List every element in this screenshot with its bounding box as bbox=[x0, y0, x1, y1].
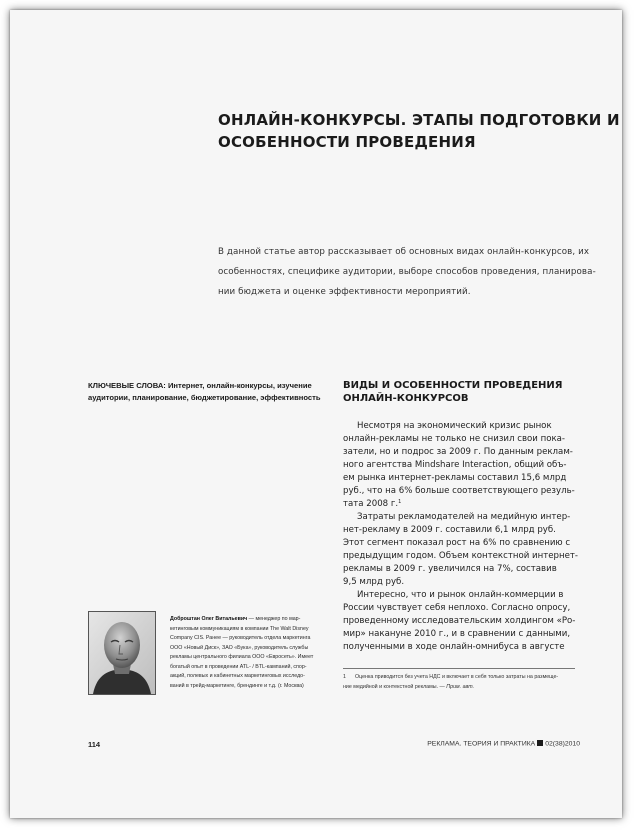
body-line: затели, но и подрос за 2009 г. По данным реклам- bbox=[343, 447, 573, 457]
body-line: Затраты рекламодателей на медийную интер- bbox=[357, 512, 571, 522]
article-body bbox=[343, 420, 583, 654]
author-bio-line: рекламы центрального филиала ООО «Евросеть». Имеет bbox=[170, 654, 314, 660]
body-line: полученными в ходе онлайн-омнибуса в августе bbox=[343, 642, 565, 652]
body-line: 9,5 млрд руб. bbox=[343, 577, 405, 587]
body-line: нет-рекламу в 2009 г. составили 6,1 млрд руб. bbox=[343, 525, 556, 535]
page-number: 114 bbox=[88, 740, 101, 749]
body-line: мир» накануне 2010 г., и в сравнении с данными, bbox=[343, 629, 571, 639]
body-line: предыдущим годом. Объем контекстной интернет- bbox=[343, 551, 579, 561]
body-line: онлайн-рекламы не только не снизил свои пока- bbox=[343, 434, 566, 444]
footnote-line bbox=[343, 682, 579, 692]
footnote-note: Прим. авт. bbox=[446, 684, 475, 690]
author-photo bbox=[88, 611, 156, 695]
section-heading-line: ОНЛАЙН-КОНКУРСОВ bbox=[343, 393, 469, 404]
keywords-block bbox=[88, 380, 333, 404]
author-bio-line: кетинговым коммуникациям в компании The Walt Disney bbox=[170, 625, 309, 632]
keywords-line: аудитории, планирование, бюджетирование, эффективность bbox=[88, 393, 321, 402]
footnote-line bbox=[343, 672, 579, 682]
author-bio bbox=[170, 615, 330, 691]
author-bio-line: Company CIS. Ранее — руководитель отдела маркетинга bbox=[170, 635, 311, 641]
footnote-text: ние медийной и контекстной рекламы. — bbox=[343, 684, 447, 690]
footnote-reference[interactable]: 1 bbox=[398, 499, 402, 505]
body-line: Несмотря на экономический кризис рынок bbox=[357, 421, 552, 431]
body-line: Интересно, что и рынок онлайн-коммерции в bbox=[357, 590, 564, 600]
footnote bbox=[343, 672, 579, 692]
body-line: ного агентства Mindshare Interaction, общий объ- bbox=[343, 460, 567, 470]
footnote-mark: 1 bbox=[343, 674, 346, 680]
body-line: рекламы в 2009 г. увеличился на 7%, составив bbox=[343, 564, 557, 574]
author-name: Доброштан Олег Витальевич bbox=[170, 616, 248, 622]
journal-name: РЕКЛАМА. ТЕОРИЯ И ПРАКТИКА bbox=[427, 740, 536, 748]
body-line: ем рынка интернет-рекламы составил 15,6 млрд bbox=[343, 473, 567, 483]
article-title-line: ОНЛАЙН-КОНКУРСЫ. ЭТАПЫ ПОДГОТОВКИ И bbox=[218, 111, 620, 129]
article-title-line: ОСОБЕННОСТИ ПРОВЕДЕНИЯ bbox=[218, 133, 476, 151]
footnote-text: Оценка приводится без учета НДС и включает в себя только затраты на размеще- bbox=[355, 674, 559, 680]
abstract-line: особенностях, специфике аудитории, выборе способов проведения, планирова- bbox=[218, 267, 596, 277]
body-line: руб., что на 6% больше соответствующего резуль- bbox=[343, 486, 575, 496]
issue-number: 02(38)2010 bbox=[545, 740, 580, 748]
magazine-page bbox=[10, 10, 622, 818]
author-bio-line: богатый опыт в проведении ATL- / BTL-кампаний, спор- bbox=[170, 663, 307, 670]
section-heading bbox=[343, 379, 583, 405]
article-title bbox=[218, 109, 620, 153]
body-line: проведенному исследовательским холдингом «Ро- bbox=[343, 616, 576, 626]
square-separator-icon bbox=[537, 740, 543, 746]
body-line-with-footnote bbox=[343, 498, 583, 511]
running-footer bbox=[427, 740, 580, 748]
body-line: тата 2008 г. bbox=[343, 499, 399, 509]
author-bio-text: — менеджер по мар- bbox=[247, 616, 301, 622]
author-bio-line: ваний в трейд-маркетинге, брендинге и т.д. (г. Москва) bbox=[170, 682, 304, 689]
author-bio-line: ООО «Новый Диск», ЗАО «Бука», руководитель службы bbox=[170, 644, 309, 651]
abstract-line: В данной статье автор рассказывает об основных видах онлайн-конкурсов, их bbox=[218, 247, 590, 257]
body-line: Этот сегмент показал рост на 6% по сравнению с bbox=[343, 538, 571, 548]
abstract-line: нии бюджета и оценке эффективности мероприятий. bbox=[218, 287, 471, 297]
keywords-line: КЛЮЧЕВЫЕ СЛОВА: Интернет, онлайн-конкурсы, изучение bbox=[88, 381, 312, 390]
section-heading-line: ВИДЫ И ОСОБЕННОСТИ ПРОВЕДЕНИЯ bbox=[343, 380, 563, 391]
body-line: России чувствует себя неплохо. Согласно опросу, bbox=[343, 603, 571, 613]
author-bio-line bbox=[170, 615, 330, 625]
article-abstract bbox=[218, 242, 596, 302]
author-bio-line: акций, полевых и кабинетных маркетинговых исследо- bbox=[170, 673, 305, 679]
footnote-divider bbox=[343, 668, 575, 669]
